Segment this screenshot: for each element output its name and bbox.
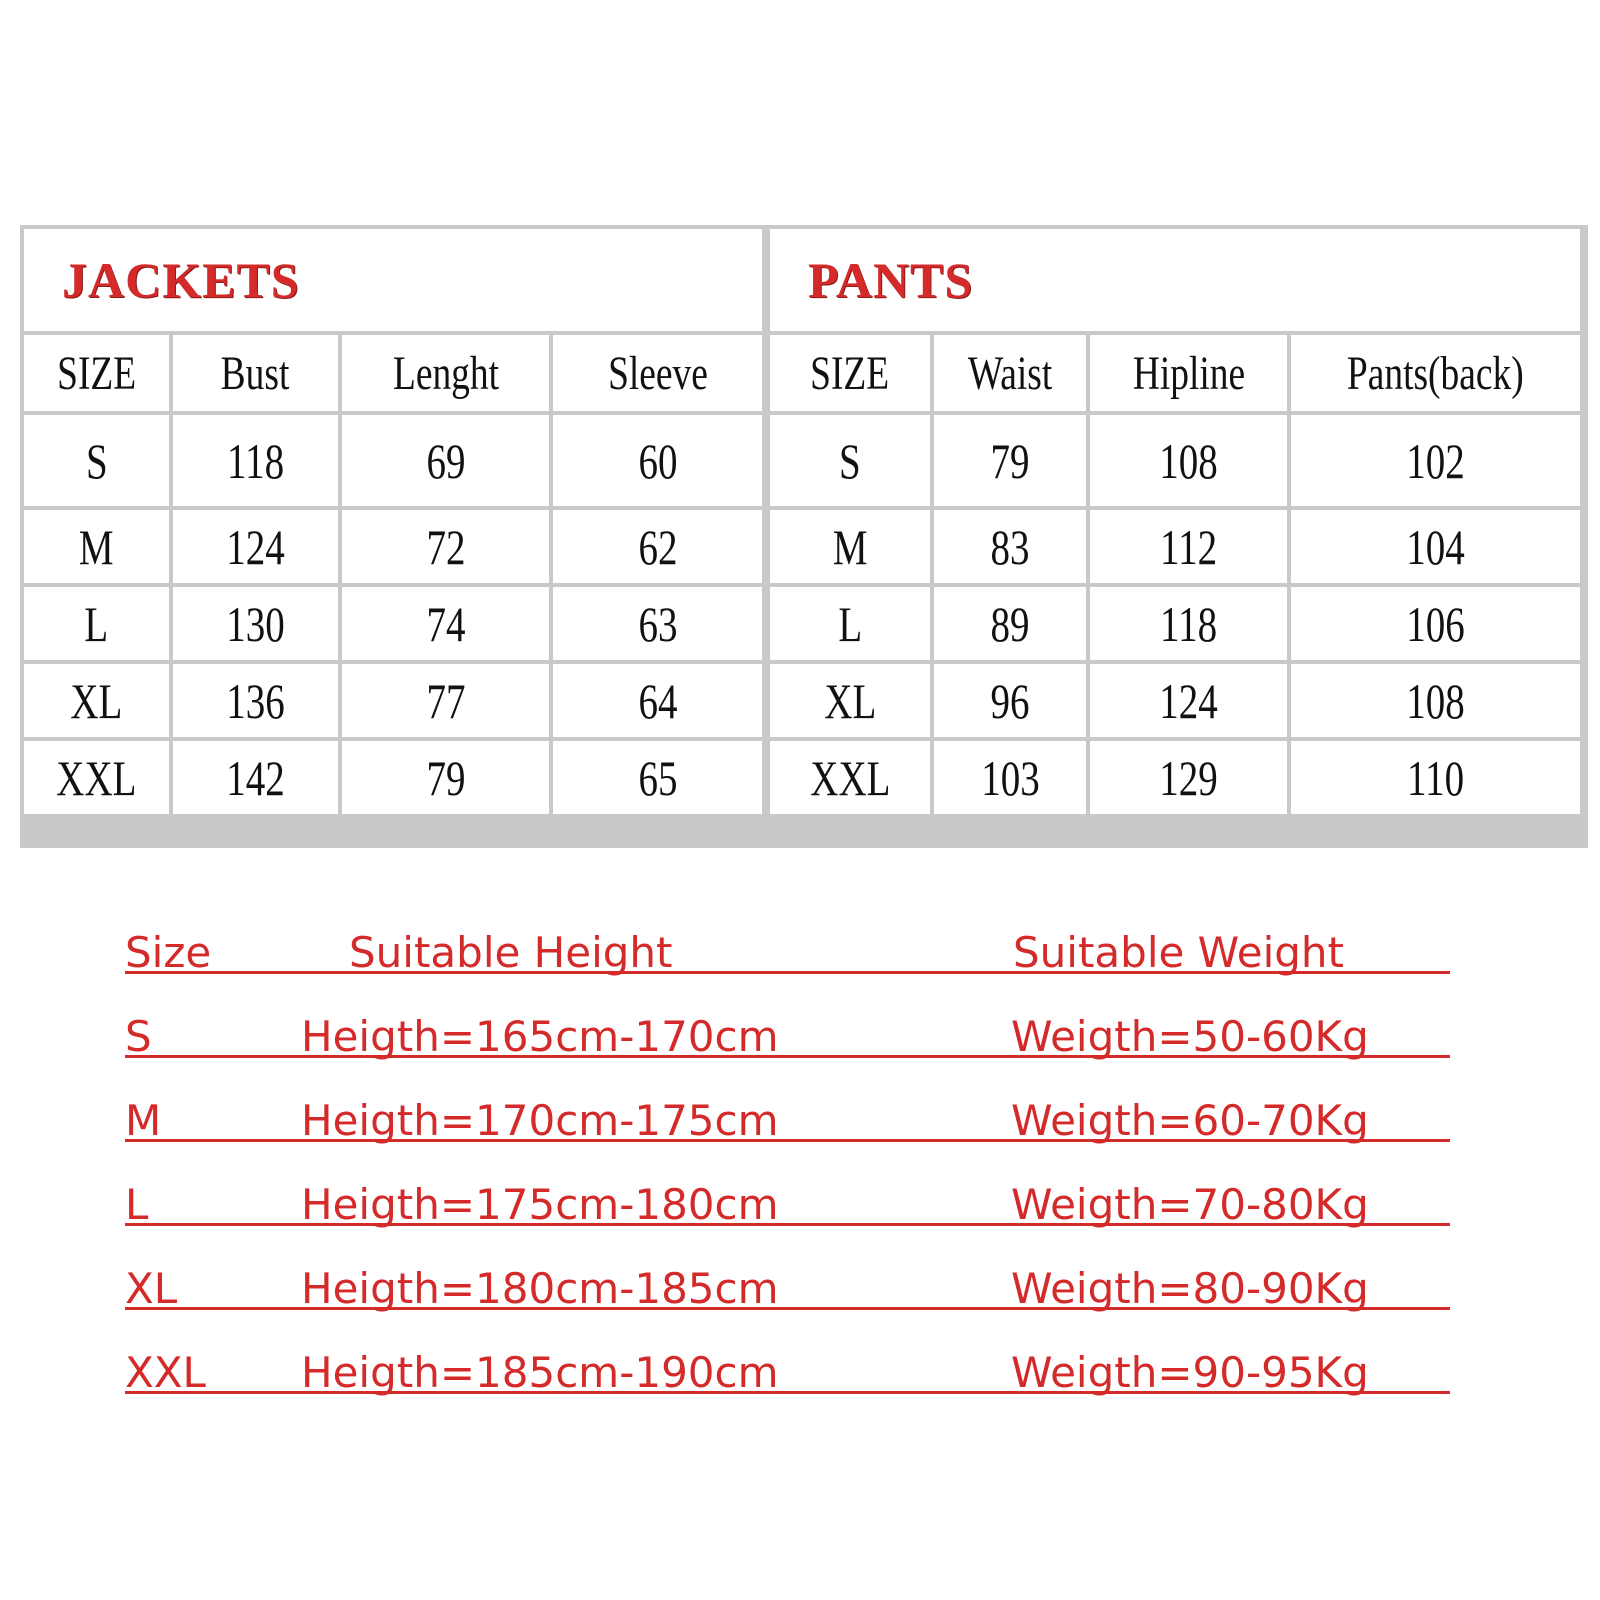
suitable-height: Heigth=165cm-170cm [301,1012,779,1061]
length-cell: 74 [342,587,549,660]
bust-cell: 118 [173,415,338,506]
list-item [125,1310,1450,1397]
table-row [24,741,762,814]
bust-cell: 124 [173,510,338,583]
jackets-header-length: Lenght [342,335,549,411]
list-item [125,1226,1450,1313]
pants-header-pants-back: Pants(back) [1291,335,1580,411]
suitable-height: Heigth=180cm-185cm [301,1264,779,1313]
pants-header-row [770,335,1580,411]
pants-header-hipline: Hipline [1090,335,1287,411]
length-cell: 77 [342,664,549,737]
suitable-height: Heigth=185cm-190cm [301,1348,779,1397]
jackets-header-sleeve: Sleeve [553,335,762,411]
jackets-header-size: SIZE [24,335,169,411]
suitable-weight: Weigth=80-90Kg [1011,1264,1369,1313]
suitable-size: XL [125,1264,178,1313]
suitable-size: L [125,1180,149,1229]
hipline-cell: 108 [1090,415,1287,506]
suitable-header-weight: Suitable Weight [1013,928,1344,977]
waist-cell: 89 [934,587,1086,660]
pants-title: PANTS [770,229,1580,331]
suitable-weight: Weigth=60-70Kg [1011,1096,1369,1145]
table-row [770,587,1580,660]
size-cell: XL [24,664,169,737]
jackets-header-row [24,335,762,411]
sleeve-cell: 62 [553,510,762,583]
length-cell: 72 [342,510,549,583]
list-item [125,974,1450,1061]
size-cell: M [24,510,169,583]
table-row [24,415,762,506]
suitable-header-size: Size [125,928,212,977]
jackets-table [20,331,766,818]
hipline-cell: 118 [1090,587,1287,660]
table-row [770,415,1580,506]
size-cell: S [770,415,930,506]
waist-cell: 96 [934,664,1086,737]
size-cell: S [24,415,169,506]
table-row [24,510,762,583]
sleeve-cell: 63 [553,587,762,660]
suitable-weight: Weigth=90-95Kg [1011,1348,1369,1397]
jackets-title: JACKETS [24,229,762,331]
sleeve-cell: 60 [553,415,762,506]
size-cell: XL [770,664,930,737]
pants-back-cell: 104 [1291,510,1580,583]
pants-header-size: SIZE [770,335,930,411]
size-chart [20,225,1588,848]
suitable-weight: Weigth=50-60Kg [1011,1012,1369,1061]
suitable-header-row [125,890,1450,977]
size-cell: M [770,510,930,583]
waist-cell: 79 [934,415,1086,506]
hipline-cell: 129 [1090,741,1287,814]
bust-cell: 130 [173,587,338,660]
sleeve-cell: 64 [553,664,762,737]
table-row [770,510,1580,583]
pants-header-waist: Waist [934,335,1086,411]
suitable-weight: Weigth=70-80Kg [1011,1180,1369,1229]
hipline-cell: 124 [1090,664,1287,737]
pants-table [766,331,1584,818]
waist-cell: 103 [934,741,1086,814]
pants-back-cell: 110 [1291,741,1580,814]
size-cell: L [24,587,169,660]
suitable-size: S [125,1012,152,1061]
suitable-header-height: Suitable Height [349,928,673,977]
suitable-size: M [125,1096,162,1145]
pants-panel [770,229,1580,844]
table-row [24,664,762,737]
jackets-panel [24,229,762,844]
size-cell: XXL [24,741,169,814]
table-row [770,741,1580,814]
pants-back-cell: 106 [1291,587,1580,660]
size-cell: L [770,587,930,660]
suitable-size: XXL [125,1348,206,1397]
list-item [125,1058,1450,1145]
table-row [24,587,762,660]
suitable-size-list [125,890,1450,1397]
pants-back-cell: 108 [1291,664,1580,737]
size-cell: XXL [770,741,930,814]
jackets-header-bust: Bust [173,335,338,411]
list-item [125,1142,1450,1229]
length-cell: 79 [342,741,549,814]
waist-cell: 83 [934,510,1086,583]
hipline-cell: 112 [1090,510,1287,583]
bust-cell: 136 [173,664,338,737]
pants-back-cell: 102 [1291,415,1580,506]
length-cell: 69 [342,415,549,506]
table-row [770,664,1580,737]
sleeve-cell: 65 [553,741,762,814]
suitable-height: Heigth=175cm-180cm [301,1180,779,1229]
suitable-height: Heigth=170cm-175cm [301,1096,779,1145]
bust-cell: 142 [173,741,338,814]
